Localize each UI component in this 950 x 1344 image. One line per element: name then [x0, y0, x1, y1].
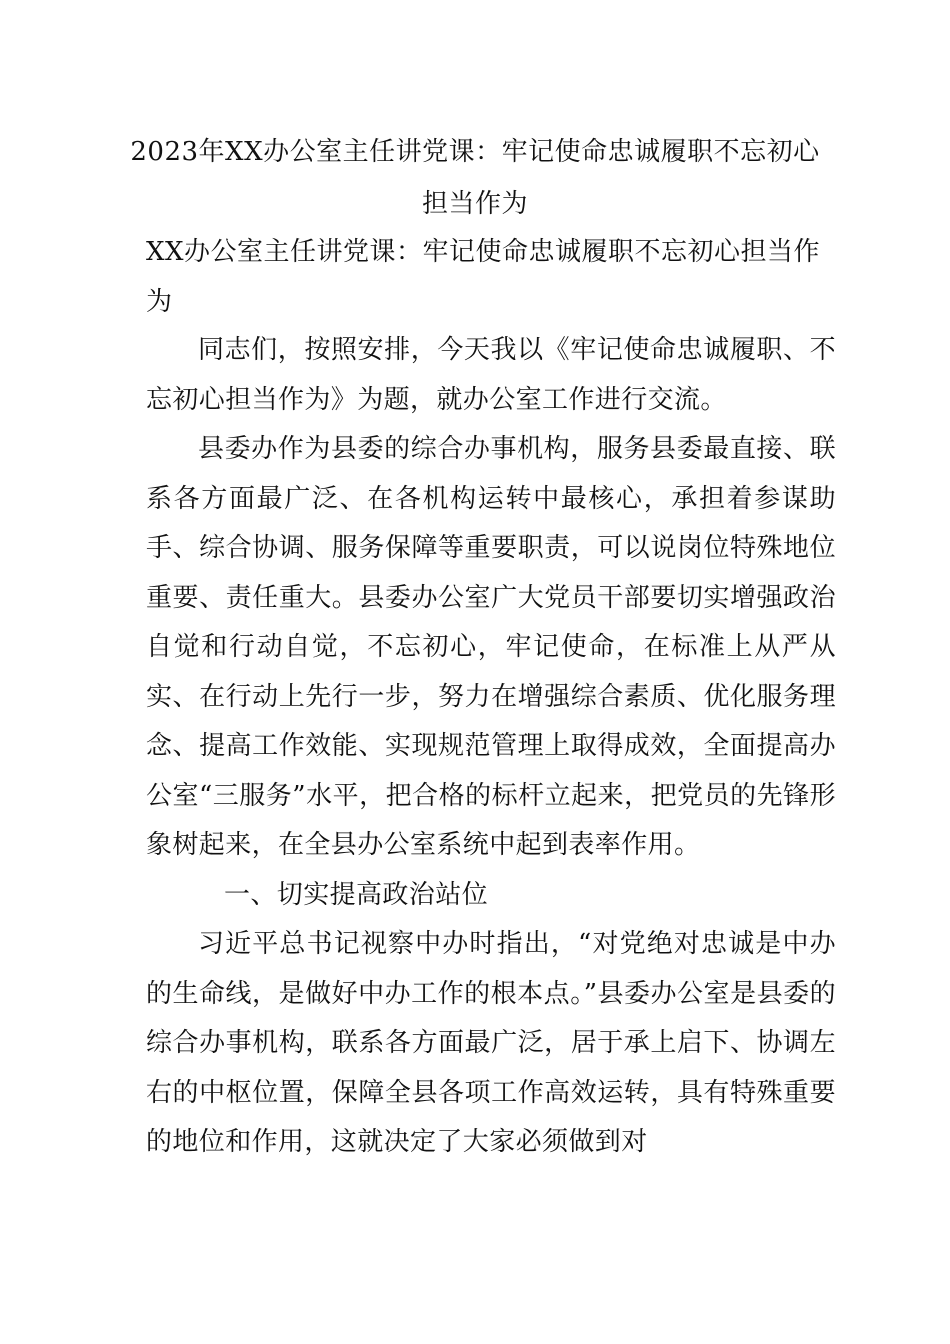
paragraph: 县委办作为县委的综合办事机构，服务县委最直接、联系各方面最广泛、在各机构运转中最核心，承担着参谋助手、综合协调、服务保障等重要职责，可以说岗位特殊地位重要、责任重大。县委办公室广大党员干部要切实增强政治自觉和行动自觉，不忘初心，牢记使命，在标准上从严从实、在行动上先行一步，努力在增强综合素质、优化服务理念、提高工作效能、实现规范管理上取得成效，全面提高办公室“三服务”水平，把合格的标杆立起来，把党员的先锋形象树起来，在全县办公室系统中起到表率作用。 [146, 434, 836, 860]
paragraph: 同志们，按照安排，今天我以《牢记使命忠诚履职、不忘初心担当作为》为题，就办公室工作进行交流。 [146, 335, 836, 415]
section-heading: 一、切实提高政治站位 [224, 879, 489, 910]
document-title: 2023年XX办公室主任讲党课：牢记使命忠诚履职不忘初心担当作为 [130, 137, 820, 219]
document-subtitle: XX办公室主任讲党课：牢记使命忠诚履职不忘初心担当作为 [146, 237, 821, 317]
paragraph: 习近平总书记视察中办时指出，“对党绝对忠诚是中办的生命线，是做好中办工作的根本点。”县委办公室是县委的综合办事机构，联系各方面最广泛，居于承上启下、协调左右的中枢位置，保障全县各项工作高效运转，具有特殊重要的地位和作用，这就决定了大家必须做到对 [146, 929, 836, 1157]
document-body [146, 326, 836, 1168]
